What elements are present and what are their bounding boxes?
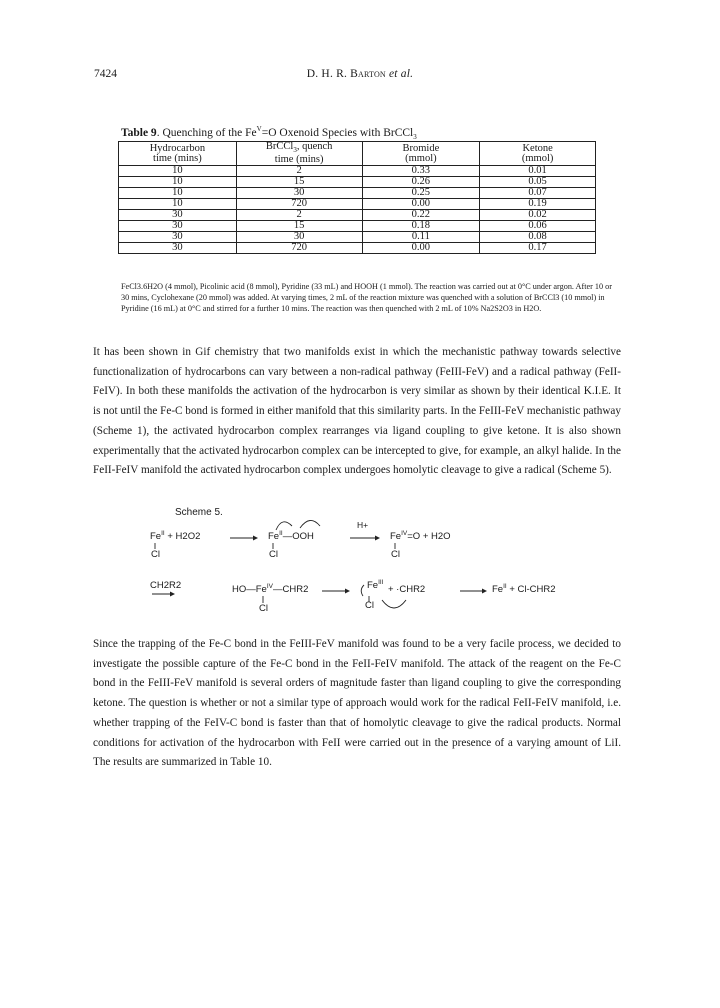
col-header-ketone: Ketone (mmol) — [480, 142, 596, 166]
table-cell: 0.00 — [362, 199, 480, 210]
table-cell: 0.07 — [480, 188, 596, 199]
cl-label-1: Cl — [151, 549, 160, 560]
reaction-arrow-1-head — [253, 536, 258, 541]
table-cell: 0.25 — [362, 188, 480, 199]
table-cell: 720 — [236, 243, 362, 254]
fe-ii-peroxo-complex: $Fe^{II}—OOH$ — [268, 529, 314, 542]
reaction-arrow-4-head — [345, 589, 350, 594]
table-cell: 10 — [119, 188, 237, 199]
scheme-5 — [150, 500, 620, 620]
alkyl-radical: + ·CHR2 — [388, 584, 426, 595]
curly-arrow-2 — [300, 520, 320, 528]
table-title-sub: 3 — [413, 133, 417, 142]
table-cell: 0.01 — [480, 166, 596, 177]
table-cell: 0.08 — [480, 232, 596, 243]
fe-ii-product: $Fe^{II} + Cl-CHR2$ — [492, 582, 556, 595]
bracket-feiii — [361, 585, 364, 596]
col-header-quench: BrCCl$_3$, quench time (mins) — [236, 142, 362, 166]
table-cell: 10 — [119, 199, 237, 210]
running-head — [0, 68, 720, 80]
table-cell: 0.05 — [480, 177, 596, 188]
fe-iii-species: $Fe^{III}$ — [367, 578, 384, 591]
table-cell: 0.02 — [480, 210, 596, 221]
table-row — [119, 232, 596, 243]
table-row — [119, 243, 596, 254]
table-row — [119, 199, 596, 210]
reaction-arrow-5-head — [482, 589, 487, 594]
body-paragraph-2: Since the trapping of the Fe-C bond in the FeIII-FeV manifold was found to be a very facile process, we decided to investigate the possible capture of the Fe-C bond in the FeII-FeIV manifold. The attack of the reagent on the Fe-C bond in the FeIII-FeV manifold is several orders of magnitude faster than ligand coupling to give the corresponding ketone. The question is whether or not a similar type of approach would work for the radical FeII-FeIV manifold, i.e. whether trapping of the FeIV-C bond is faster than that of homolytic cleavage to give the radical products. Normal conditions for activation of the hydrocarbon with FeII were carried out in the presence of a varying amount of LiI. The results are summarized in Table 10. — [93, 638, 621, 769]
table-cell: 0.00 — [362, 243, 480, 254]
table-cell: 30 — [119, 243, 237, 254]
table-header-row — [119, 142, 596, 166]
col-header-bromide: Bromide (mmol) — [362, 142, 480, 166]
table-cell: 0.19 — [480, 199, 596, 210]
table-title-part2: =O Oxenoid Species with BrCCl — [261, 126, 414, 139]
table-cell: 30 — [236, 188, 362, 199]
ho-fe-iv-alkyl-complex: $HO—Fe^{IV}—CHR2$ — [232, 582, 309, 595]
table-cell: 0.17 — [480, 243, 596, 254]
table-cell: 0.33 — [362, 166, 480, 177]
table-cell: 15 — [236, 177, 362, 188]
page-number: 7424 — [94, 68, 117, 80]
table-cell: 0.06 — [480, 221, 596, 232]
reaction-arrow-2-head — [375, 536, 380, 541]
table-cell: 30 — [119, 232, 237, 243]
curly-arrow-1 — [276, 522, 292, 530]
table-footnote: FeCl3.6H2O (4 mmol), Picolinic acid (8 mmol), Pyridine (33 mL) and HOOH (1 mmol). The reaction was carried out at 0°C under argon. After 10 or 30 mins, Cyclohexane (20 mmol) was added. At varying times, 2 mL of the reaction mixture was quenched with a solution of BrCCl3 (10 mmol) in Pyridine (16 mL) at 0°C and stirred for a further 10 mins. The reaction was then quenched with 2 mL of 10% Na2S2O3 in H2O. — [121, 282, 612, 313]
table-label: Table 9 — [121, 126, 157, 139]
table-cell: 0.26 — [362, 177, 480, 188]
running-head-author: D. H. R. Barton — [306, 68, 386, 80]
table-caption — [121, 125, 417, 141]
table-row — [119, 221, 596, 232]
table-cell: 0.11 — [362, 232, 480, 243]
cl-label-5: Cl — [365, 600, 374, 611]
reaction-arrow-3-head — [170, 592, 175, 597]
table-cell: 30 — [236, 232, 362, 243]
table-cell: 30 — [119, 221, 237, 232]
table-cell: 0.22 — [362, 210, 480, 221]
table-cell: 2 — [236, 166, 362, 177]
scheme-arrows-svg — [150, 500, 620, 620]
table-row — [119, 177, 596, 188]
table-title-part1: . Quenching of the Fe — [156, 126, 257, 139]
table-row — [119, 210, 596, 221]
ch2r2-substrate: CH2R2 — [150, 580, 182, 591]
scheme-title: Scheme 5. — [175, 507, 223, 518]
body-paragraph-1: It has been shown in Gif chemistry that two manifolds exist in which the mechanistic pathway towards selective functionalization of hydrocarbons can vary between a non-radical pathway (FeIII-FeV) and a radical pathway (FeII-FeIV). In both these manifolds the activation of the hydrocarbon is very similar as shown by their identical K.I.E. It is not until the Fe-C bond is formed in either manifold that this similarity parts. In the FeIII-FeV mechanistic pathway (Scheme 1), the activated hydrocarbon complex rearranges via ligand coupling to give ketone. It is also shown experimentally that the activated hydrocarbon complex can be intercepted to give, for example, an alkyl halide. In the FeII-FeIV manifold the activated hydrocarbon complex undergoes homolytic cleavage to give a radical (Scheme 5). — [93, 346, 621, 477]
homolysis-arrow — [382, 600, 406, 608]
table-row — [119, 166, 596, 177]
table-cell: 2 — [236, 210, 362, 221]
table-cell: 0.18 — [362, 221, 480, 232]
table-cell: 15 — [236, 221, 362, 232]
plus-h2o: + H2O — [422, 531, 451, 542]
fe-iv-oxo-species: $Fe^{IV}=O + H2O$ — [390, 529, 451, 542]
cl-label-4: Cl — [259, 603, 268, 614]
running-head-etal: et al. — [385, 68, 414, 80]
cl-label-2: Cl — [269, 549, 278, 560]
table-title-sup: V — [256, 125, 262, 133]
table-9 — [118, 141, 596, 254]
table-cell: 720 — [236, 199, 362, 210]
fe-ii-reagent: $Fe^{II} + H2O2$ — [150, 529, 201, 542]
table-row — [119, 188, 596, 199]
table-cell: 10 — [119, 177, 237, 188]
plus-h2o2: + H2O2 — [167, 531, 201, 542]
table-cell: 30 — [119, 210, 237, 221]
col-header-hydrocarbon: Hydrocarbon time (mins) — [119, 142, 237, 166]
table-cell: 10 — [119, 166, 237, 177]
cl-label-3: Cl — [391, 549, 400, 560]
h-plus-label: H+ — [357, 520, 369, 530]
